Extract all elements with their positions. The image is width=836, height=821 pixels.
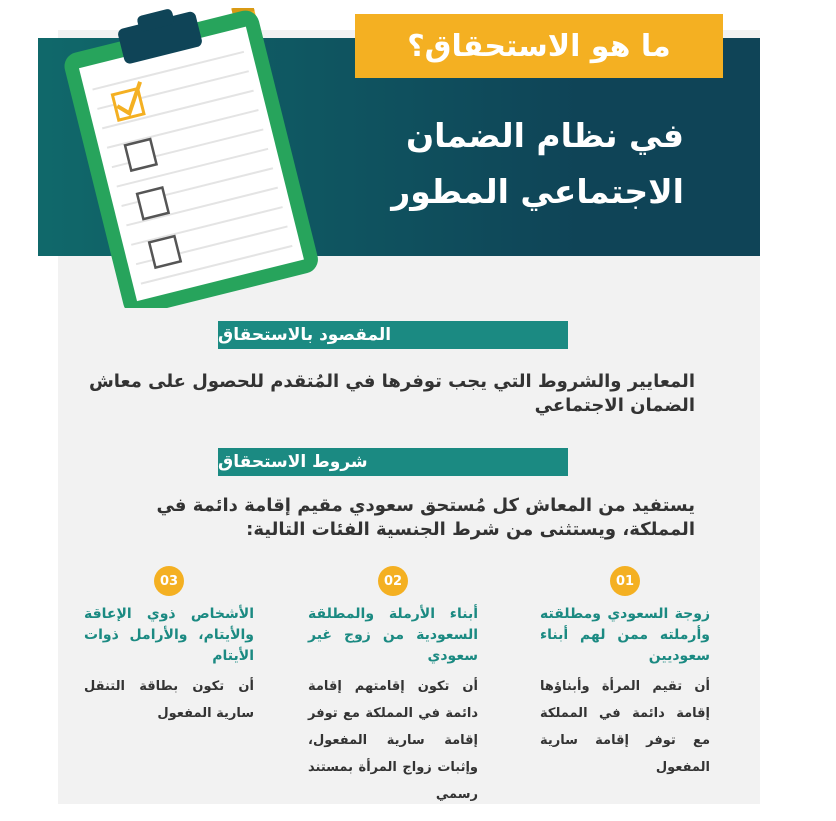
- category-title: أبناء الأرملة والمطلقة السعودية من زوج غير سعودي: [308, 606, 478, 664]
- category-description: أن تقيم المرأة وأبناؤها إقامة دائمة في المملكة مع توفر إقامة سارية المفعول: [540, 679, 710, 775]
- category-description: أن تكون بطاقة التنقل سارية المفعول: [84, 679, 254, 721]
- category-title: الأشخاص ذوي الإعاقة والأيتام، والأرامل ذوات الأيتام: [84, 606, 254, 664]
- page-subtitle: [344, 108, 684, 220]
- subtitle-line-2: الاجتماعي المطور: [391, 172, 684, 211]
- clipboard-checklist-icon: [60, 8, 320, 308]
- category-title: زوجة السعودي ومطلقته وأرملته ممن لهم أبناء سعوديين: [540, 606, 710, 664]
- section-label-definition: المقصود بالاستحقاق: [218, 321, 568, 349]
- section-label-conditions: شروط الاستحقاق: [218, 448, 568, 476]
- definition-text: المعايير والشروط التي يجب توفرها في المُتقدم للحصول على معاش الضمان الاجتماعي: [88, 371, 695, 416]
- category-description: أن تكون إقامتهم إقامة دائمة في المملكة مع توفر إقامة سارية المفعول، وإثبات زواج المرأة بمستند رسمي: [308, 679, 478, 802]
- page-title: ما هو الاستحقاق؟: [355, 14, 723, 78]
- category-card: [540, 566, 710, 781]
- category-card: [308, 566, 478, 808]
- category-number-badge: 02: [378, 566, 408, 596]
- category-number-badge: 03: [154, 566, 184, 596]
- subtitle-line-1: في نظام الضمان: [406, 116, 684, 155]
- category-number-badge: 01: [610, 566, 640, 596]
- category-card: [84, 566, 254, 727]
- conditions-text: يستفيد من المعاش كل مُستحق سعودي مقيم إقامة دائمة في المملكة، ويستثنى من شرط الجنسية الفئات التالية:: [156, 495, 695, 540]
